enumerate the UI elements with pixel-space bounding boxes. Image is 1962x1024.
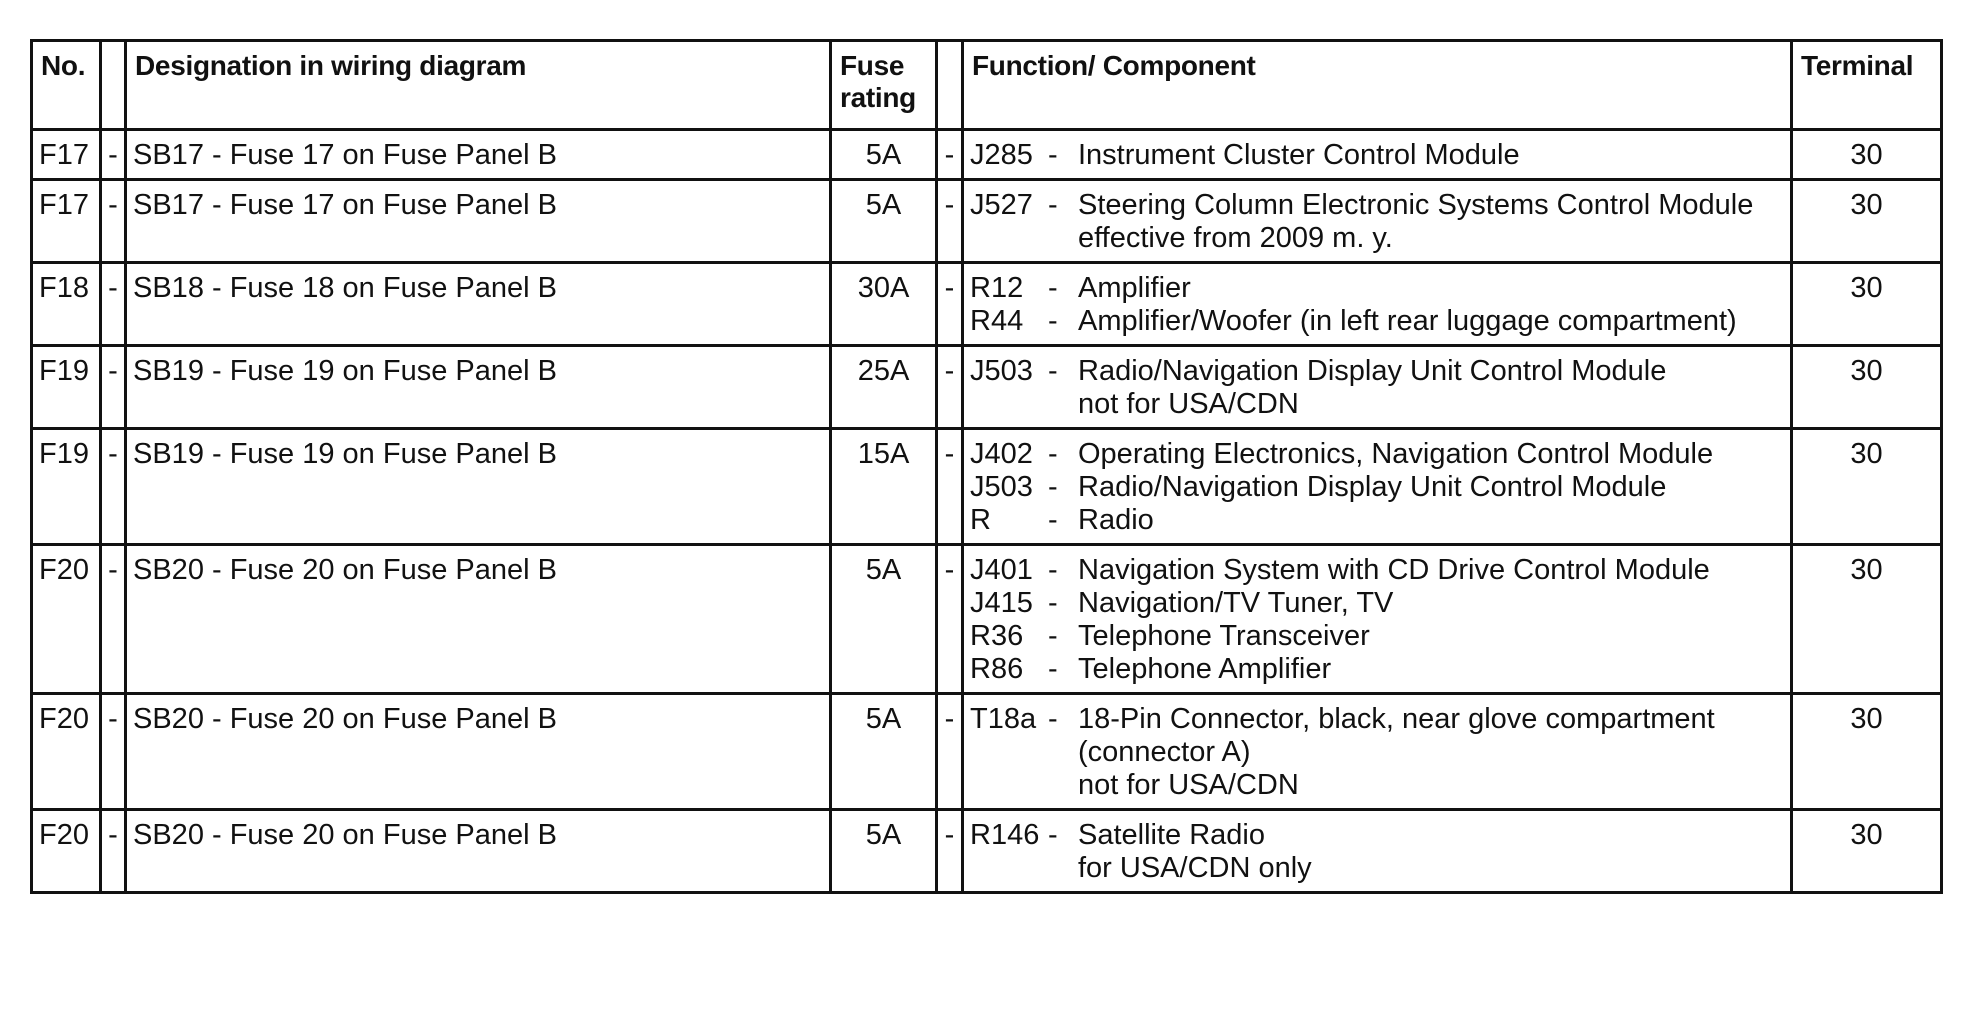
table-row	[32, 263, 1942, 346]
component-code: J527	[970, 189, 1033, 221]
component-description: Operating Electronics, Navigation Control Module	[1078, 438, 1714, 470]
header-spacer	[101, 41, 126, 130]
component-separator: -	[1048, 139, 1058, 171]
component-separator: -	[1048, 504, 1058, 536]
table-row	[32, 545, 1942, 694]
fuse-number-cell: F20	[32, 694, 101, 810]
designation-text: SB20 - Fuse 20 on Fuse Panel B	[133, 819, 557, 851]
component-line	[970, 272, 1784, 305]
component-description: Radio/Navigation Display Unit Control Module	[1078, 355, 1667, 387]
terminal-cell: 30	[1792, 130, 1942, 180]
fuse-rating-cell: 5A	[831, 694, 937, 810]
fuse-rating-cell: 30A	[831, 263, 937, 346]
function-cell	[963, 545, 1792, 694]
table-row	[32, 694, 1942, 810]
dash-cell: -	[101, 130, 126, 180]
header-designation: Designation in wiring diagram	[126, 41, 831, 130]
component-line	[970, 620, 1784, 653]
function-cell	[963, 810, 1792, 893]
fuse-number-cell: F20	[32, 810, 101, 893]
component-description: Telephone Transceiver	[1078, 620, 1370, 652]
component-line	[970, 819, 1784, 852]
designation-cell	[126, 346, 831, 429]
designation-cell	[126, 263, 831, 346]
component-description: Instrument Cluster Control Module	[1078, 139, 1520, 171]
component-code: R12	[970, 272, 1024, 304]
component-separator: -	[1048, 189, 1058, 221]
dash-cell: -	[937, 263, 963, 346]
terminal-cell: 30	[1792, 694, 1942, 810]
header-function: Function/ Component	[963, 41, 1792, 130]
designation-cell	[126, 545, 831, 694]
fuse-assignment-table	[30, 39, 1943, 894]
dash-cell: -	[101, 346, 126, 429]
designation-text: SB20 - Fuse 20 on Fuse Panel B	[133, 703, 557, 735]
component-separator: -	[1048, 305, 1058, 337]
terminal-cell: 30	[1792, 263, 1942, 346]
terminal-cell: 30	[1792, 180, 1942, 263]
fuse-number-cell: F17	[32, 130, 101, 180]
fuse-rating-cell: 25A	[831, 346, 937, 429]
component-code: J503	[970, 471, 1033, 503]
function-cell	[963, 130, 1792, 180]
dash-cell: -	[937, 694, 963, 810]
component-description: Radio	[1078, 504, 1154, 536]
terminal-cell: 30	[1792, 429, 1942, 545]
dash-cell: -	[101, 263, 126, 346]
component-line	[970, 471, 1784, 504]
component-separator: -	[1048, 819, 1058, 851]
fuse-number-cell: F18	[32, 263, 101, 346]
component-separator: -	[1048, 620, 1058, 652]
terminal-cell: 30	[1792, 810, 1942, 893]
component-description: Steering Column Electronic Systems Control Module	[1078, 189, 1754, 221]
header-fuse-rating: Fuse rating	[831, 41, 937, 130]
fuse-number-cell: F19	[32, 346, 101, 429]
component-separator: -	[1048, 587, 1058, 619]
designation-cell	[126, 694, 831, 810]
component-separator: -	[1048, 554, 1058, 586]
component-line	[970, 504, 1784, 537]
dash-cell: -	[101, 810, 126, 893]
dash-cell: -	[101, 180, 126, 263]
designation-text: SB20 - Fuse 20 on Fuse Panel B	[133, 554, 557, 586]
dash-cell: -	[101, 429, 126, 545]
fuse-number-cell: F19	[32, 429, 101, 545]
component-line	[970, 703, 1784, 769]
dash-cell: -	[937, 429, 963, 545]
component-separator: -	[1048, 355, 1058, 387]
component-code: R146	[970, 819, 1040, 851]
component-separator: -	[1048, 471, 1058, 503]
component-separator: -	[1048, 438, 1058, 470]
terminal-cell: 30	[1792, 346, 1942, 429]
component-line	[970, 587, 1784, 620]
terminal-cell: 30	[1792, 545, 1942, 694]
component-code: R86	[970, 653, 1024, 685]
designation-text: SB17 - Fuse 17 on Fuse Panel B	[133, 189, 557, 221]
fuse-rating-cell: 5A	[831, 545, 937, 694]
component-line	[970, 139, 1784, 172]
designation-text: SB18 - Fuse 18 on Fuse Panel B	[133, 272, 557, 304]
function-cell	[963, 429, 1792, 545]
component-description: Amplifier/Woofer (in left rear luggage compartment)	[1078, 305, 1737, 337]
dash-cell: -	[937, 810, 963, 893]
component-description: Radio/Navigation Display Unit Control Module	[1078, 471, 1667, 503]
fuse-rating-cell: 15A	[831, 429, 937, 545]
designation-text: SB19 - Fuse 19 on Fuse Panel B	[133, 438, 557, 470]
function-cell	[963, 346, 1792, 429]
component-line	[970, 653, 1784, 686]
component-code: J402	[970, 438, 1033, 470]
table-row	[32, 130, 1942, 180]
component-line	[970, 438, 1784, 471]
designation-cell	[126, 180, 831, 263]
dash-cell: -	[101, 545, 126, 694]
dash-cell: -	[937, 130, 963, 180]
dash-cell: -	[937, 346, 963, 429]
component-code: R	[970, 504, 991, 536]
designation-text: SB17 - Fuse 17 on Fuse Panel B	[133, 139, 557, 171]
component-code: R36	[970, 620, 1024, 652]
header-spacer	[937, 41, 963, 130]
component-description: Telephone Amplifier	[1078, 653, 1332, 685]
function-cell	[963, 180, 1792, 263]
component-code: J503	[970, 355, 1033, 387]
dash-cell: -	[937, 545, 963, 694]
table-row	[32, 810, 1942, 893]
designation-cell	[126, 130, 831, 180]
component-note: not for USA/CDN	[1078, 769, 1299, 801]
component-separator: -	[1048, 272, 1058, 304]
designation-cell	[126, 810, 831, 893]
component-description: Navigation System with CD Drive Control Module	[1078, 554, 1710, 586]
component-separator: -	[1048, 703, 1058, 735]
function-cell	[963, 694, 1792, 810]
table-row	[32, 429, 1942, 545]
fuse-rating-cell: 5A	[831, 180, 937, 263]
component-code: T18a	[970, 703, 1037, 735]
component-code: J285	[970, 139, 1033, 171]
dash-cell: -	[101, 694, 126, 810]
fuse-number-cell: F17	[32, 180, 101, 263]
table-row	[32, 346, 1942, 429]
dash-cell: -	[937, 180, 963, 263]
component-description: Satellite Radio	[1078, 819, 1265, 851]
component-line	[970, 355, 1784, 388]
designation-cell	[126, 429, 831, 545]
component-line	[970, 189, 1784, 222]
component-note: not for USA/CDN	[1078, 388, 1299, 420]
component-code: J415	[970, 587, 1033, 619]
table-body	[32, 130, 1942, 893]
function-cell	[963, 263, 1792, 346]
component-line	[970, 305, 1784, 338]
component-code: R44	[970, 305, 1024, 337]
table-row	[32, 180, 1942, 263]
table-header-row	[32, 41, 1942, 130]
component-code: J401	[970, 554, 1033, 586]
component-separator: -	[1048, 653, 1058, 685]
fuse-rating-cell: 5A	[831, 810, 937, 893]
component-note: for USA/CDN only	[1078, 852, 1312, 884]
header-terminal: Terminal	[1792, 41, 1942, 130]
fuse-rating-cell: 5A	[831, 130, 937, 180]
component-description: Amplifier	[1078, 272, 1191, 304]
component-note: effective from 2009 m. y.	[1078, 222, 1393, 254]
component-description: Navigation/TV Tuner, TV	[1078, 587, 1394, 619]
designation-text: SB19 - Fuse 19 on Fuse Panel B	[133, 355, 557, 387]
component-description: 18-Pin Connector, black, near glove compartment (connector A)	[1078, 703, 1715, 768]
component-line	[970, 554, 1784, 587]
header-no: No.	[32, 41, 101, 130]
fuse-number-cell: F20	[32, 545, 101, 694]
